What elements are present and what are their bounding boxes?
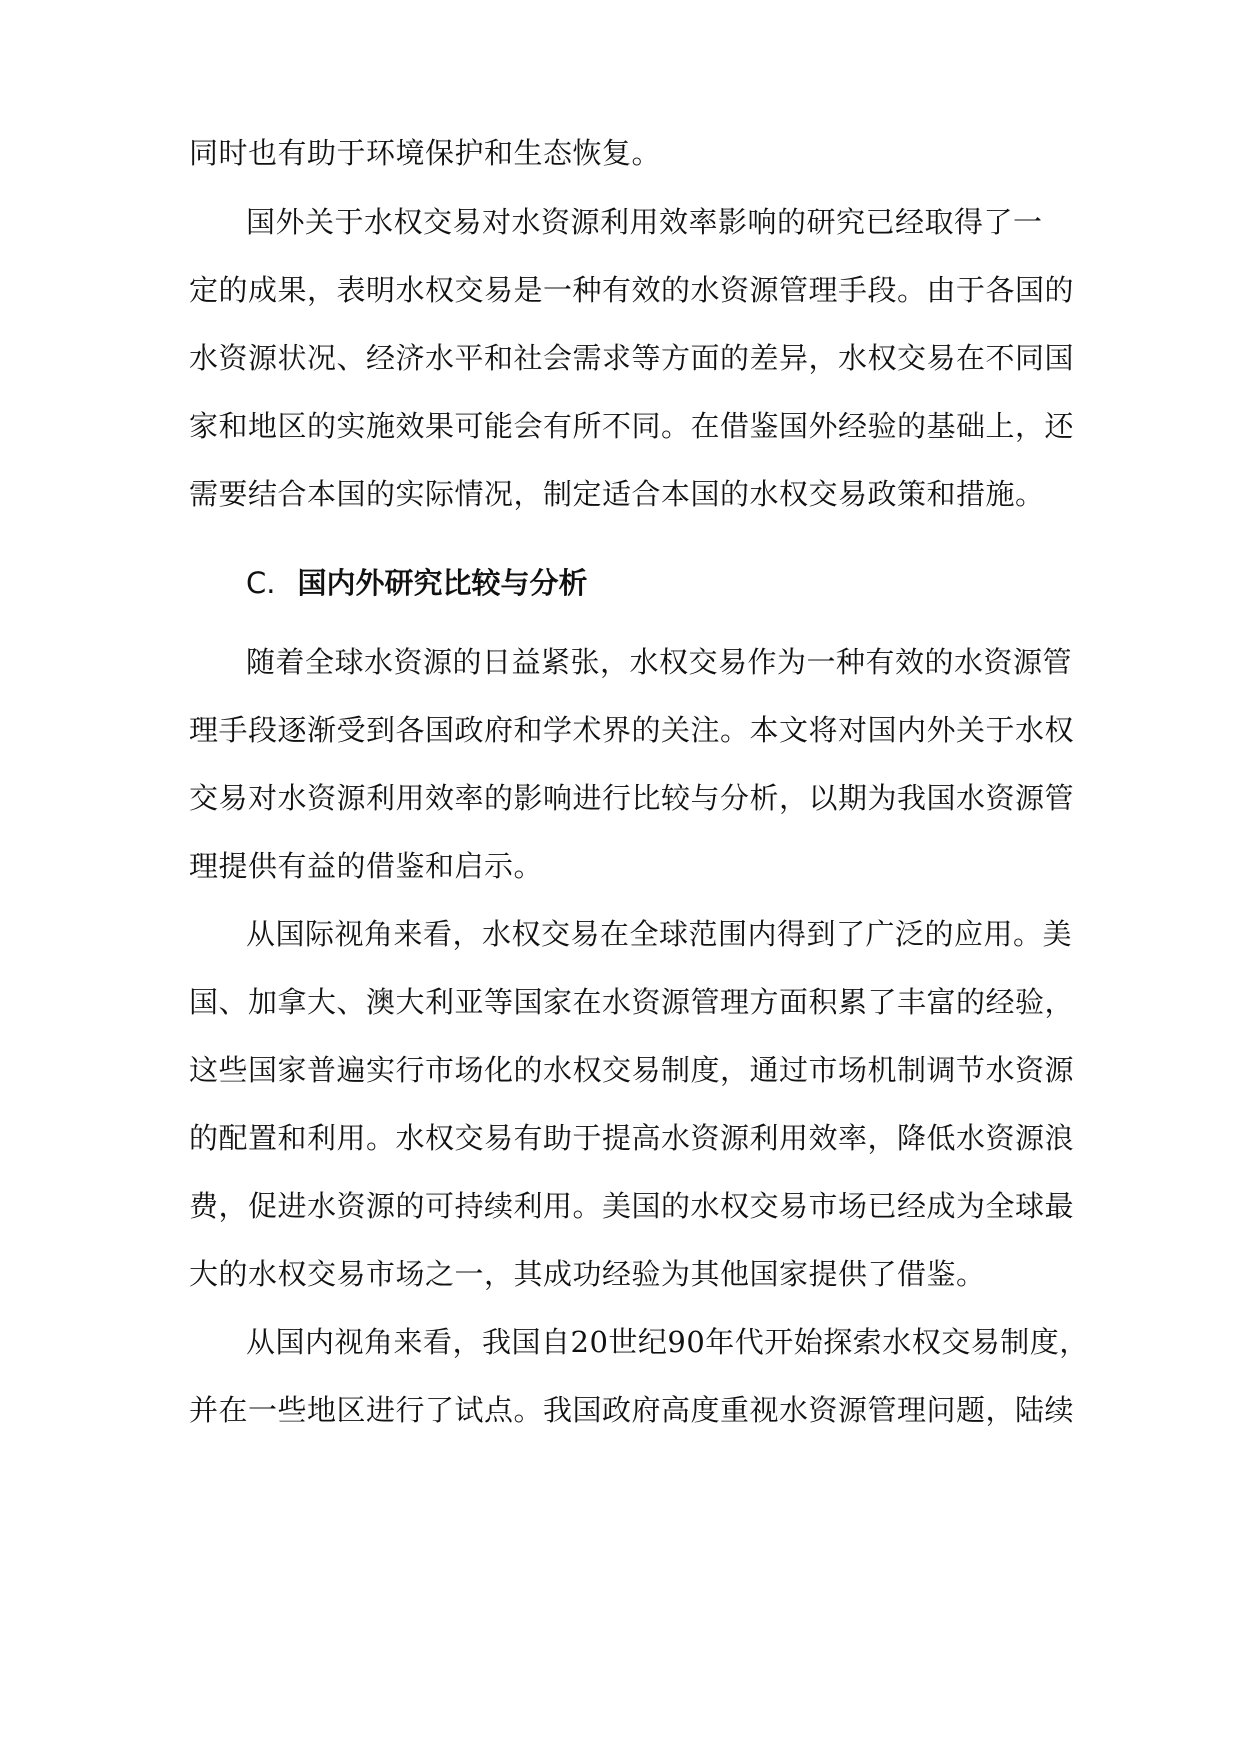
section-title: 国内外研究比较与分析 — [297, 566, 588, 600]
section-heading — [246, 563, 587, 603]
paragraph-line: 同时也有助于环境保护和生态恢复。 — [189, 136, 662, 170]
paragraph-line: 大的水权交易市场之一，其成功经验为其他国家提供了借鉴。 — [189, 1257, 986, 1291]
paragraph-line: 理提供有益的借鉴和启示。 — [189, 849, 544, 883]
paragraph-line: 费，促进水资源的可持续利用。美国的水权交易市场已经成为全球最 — [189, 1189, 1075, 1223]
section-marker: C. — [246, 566, 276, 600]
paragraph-line: 随着全球水资源的日益紧张，水权交易作为一种有效的水资源管 — [246, 645, 1073, 679]
paragraph-line: 的配置和利用。水权交易有助于提高水资源利用效率，降低水资源浪 — [189, 1121, 1075, 1155]
paragraph-line: 理手段逐渐受到各国政府和学术界的关注。本文将对国内外关于水权 — [189, 713, 1075, 747]
paragraph-line: 这些国家普遍实行市场化的水权交易制度，通过市场机制调节水资源 — [189, 1053, 1075, 1087]
paragraph-line: 需要结合本国的实际情况，制定适合本国的水权交易政策和措施。 — [189, 477, 1045, 511]
paragraph-line: 家和地区的实施效果可能会有所不同。在借鉴国外经验的基础上，还 — [189, 409, 1075, 443]
paragraph-line: 交易对水资源利用效率的影响进行比较与分析，以期为我国水资源管 — [189, 781, 1075, 815]
paragraph-line: 从国内视角来看，我国自20世纪90年代开始探索水权交易制度， — [246, 1325, 1089, 1359]
paragraph-line: 定的成果，表明水权交易是一种有效的水资源管理手段。由于各国的 — [189, 273, 1075, 307]
paragraph-line: 国外关于水权交易对水资源利用效率影响的研究已经取得了一 — [246, 205, 1043, 239]
paragraph-line: 国、加拿大、澳大利亚等国家在水资源管理方面积累了丰富的经验， — [189, 985, 1075, 1019]
paragraph-line: 水资源状况、经济水平和社会需求等方面的差异，水权交易在不同国 — [189, 341, 1075, 375]
paragraph-line: 并在一些地区进行了试点。我国政府高度重视水资源管理问题，陆续 — [189, 1393, 1075, 1427]
paragraph-line: 从国际视角来看，水权交易在全球范围内得到了广泛的应用。美 — [246, 917, 1073, 951]
